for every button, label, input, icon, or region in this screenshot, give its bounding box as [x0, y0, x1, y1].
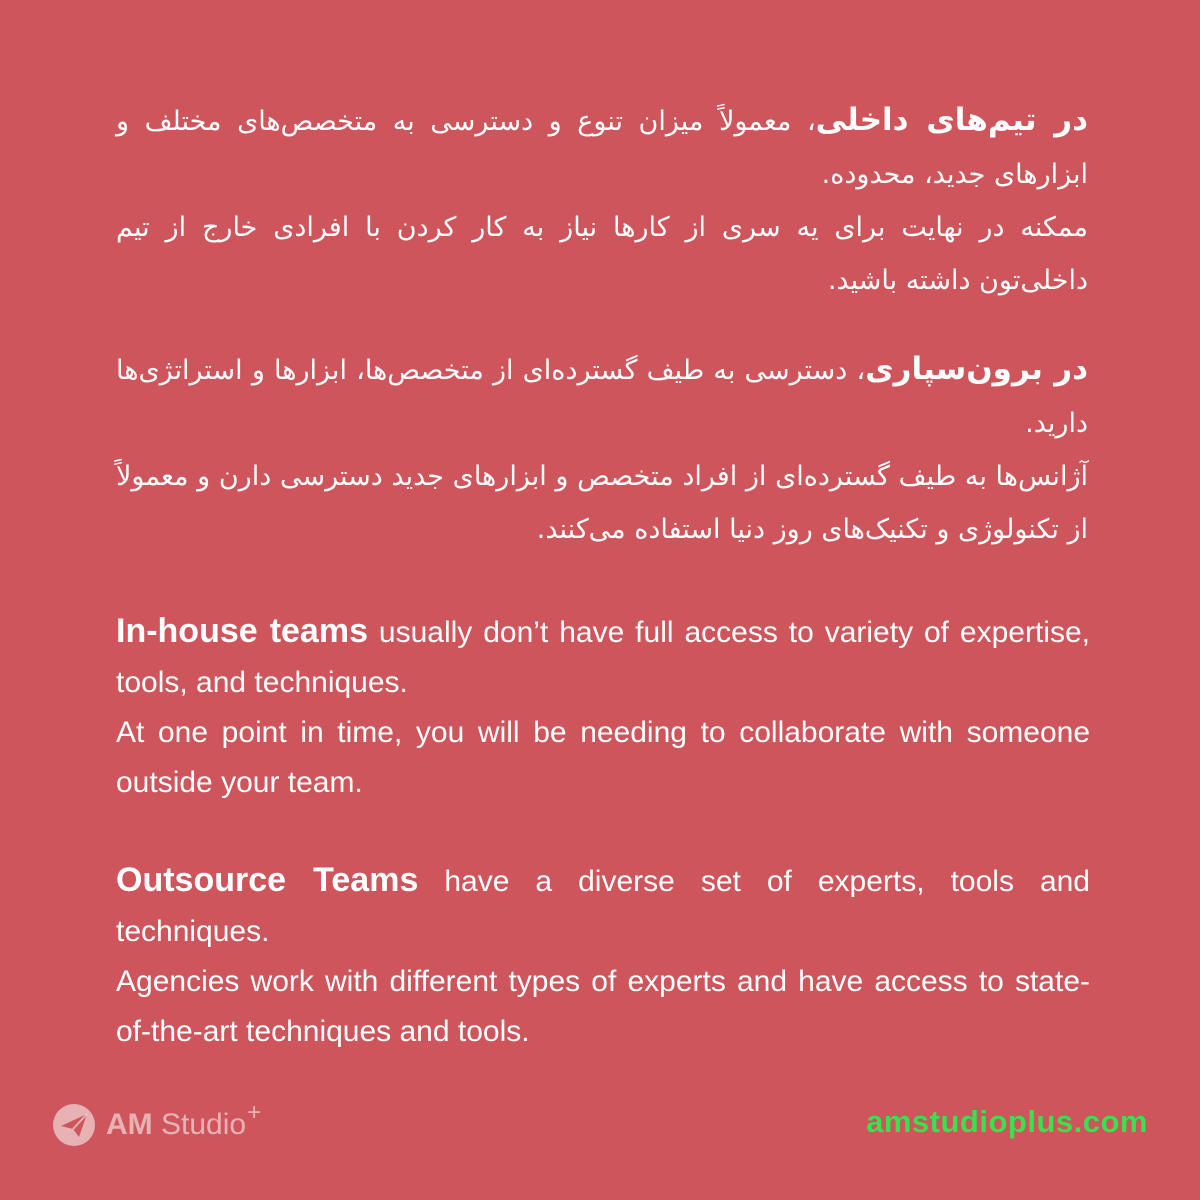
persian-inhouse-first-sentence	[116, 94, 1088, 201]
am-studio-logo	[52, 1100, 261, 1150]
persian-outsource-first-sentence	[116, 343, 1088, 450]
persian-outsource-paragraph	[116, 343, 1088, 556]
persian-outsource-second-sentence: آژانس‌ها به طیف گسترده‌ای از افراد متخصص و ابزارهای جدید دسترسی دارن و معمولاً از تکنولوژی و تکنیک‌های روز دنیا استفاده می‌کنند.	[116, 461, 1088, 545]
paper-plane-icon	[52, 1103, 96, 1147]
english-outsource-rest: have a diverse set of experts, tools and techniques.	[116, 865, 1090, 948]
logo-plus: +	[247, 1099, 262, 1126]
logo-studio: Studio	[152, 1108, 247, 1141]
english-inhouse-second-sentence: At one point in time, you will be needing to collaborate with someone outside your team.	[116, 716, 1090, 799]
persian-outsource-lead: در برون‌سپاری	[865, 351, 1088, 387]
english-inhouse-rest: usually don’t have full access to variety of expertise, tools, and techniques.	[116, 616, 1091, 699]
persian-inhouse-second-sentence: ممکنه در نهایت برای یه سری از کارها نیاز به کار کردن با افرادی خارج از تیم داخلی‌تون داشته باشید.	[116, 212, 1088, 296]
website-url[interactable]: amstudioplus.com	[866, 1104, 1148, 1139]
logo-am: AM	[106, 1108, 153, 1141]
logo-wordmark	[106, 1099, 262, 1142]
english-outsource-paragraph	[116, 855, 1090, 1057]
persian-inhouse-paragraph	[116, 94, 1088, 307]
persian-outsource-rest: ، دسترسی به طیف گسترده‌ای از متخصص‌ها، ابزارها و استراتژی‌ها دارید.	[116, 355, 1088, 439]
persian-inhouse-rest: ، معمولاً میزان تنوع و دسترسی به متخصص‌های مختلف و ابزارهای جدید، محدوده.	[116, 106, 1088, 190]
english-inhouse-lead: In-house teams	[116, 612, 368, 650]
english-inhouse-first-sentence	[116, 606, 1090, 708]
english-outsource-lead: Outsource Teams	[116, 861, 419, 899]
english-inhouse-paragraph	[116, 606, 1090, 808]
english-outsource-first-sentence	[116, 855, 1090, 957]
english-outsource-second-sentence: Agencies work with different types of experts and have access to state-of-the-art techniques and tools.	[116, 965, 1090, 1048]
persian-inhouse-lead: در تیم‌های داخلی	[815, 102, 1089, 138]
